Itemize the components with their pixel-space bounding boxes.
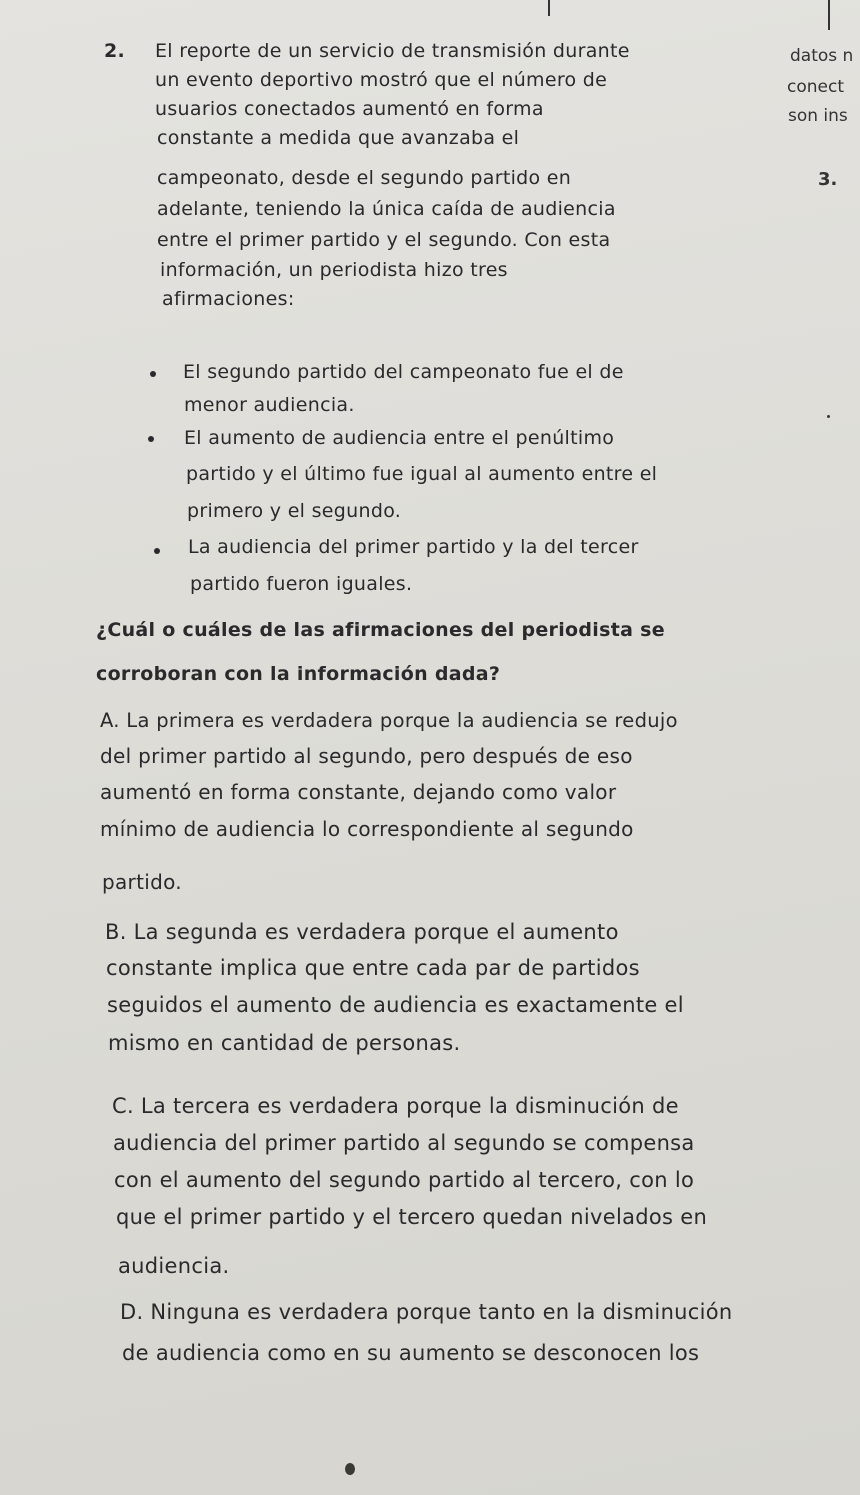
stem-line: El reporte de un servicio de transmisión durante — [155, 40, 630, 62]
pen-mark — [548, 0, 550, 16]
statement-line: El segundo partido del campeonato fue el de — [183, 361, 624, 383]
stem-line: constante a medida que avanzaba el — [157, 127, 520, 149]
option-c-line: que el primer partido y el tercero quedan nivelados en — [116, 1205, 708, 1229]
stem-line: usuarios conectados aumentó en forma — [155, 98, 544, 120]
stem-line: entre el primer partido y el segundo. Con esta — [157, 229, 611, 251]
side-column-line: datos n — [790, 46, 854, 66]
option-a-line: del primer partido al segundo, pero después de eso — [100, 744, 633, 768]
statement-line: partido y el último fue igual al aumento entre el — [186, 463, 658, 485]
statement-line: primero y el segundo. — [187, 500, 402, 522]
option-b-line: B. La segunda es verdadera porque el aumento — [105, 920, 619, 944]
statement-line: partido fueron iguales. — [190, 573, 413, 595]
option-b-line: seguidos el aumento de audiencia es exactamente el — [107, 993, 684, 1017]
option-c-line: audiencia del primer partido al segundo se compensa — [113, 1131, 695, 1155]
stem-line: información, un periodista hizo tres — [160, 259, 508, 281]
option-a-line: mínimo de audiencia lo correspondiente al segundo — [100, 817, 634, 841]
statement-line: El aumento de audiencia entre el penúltimo — [184, 427, 615, 449]
option-c-line: audiencia. — [118, 1254, 230, 1278]
side-column-line: conect — [787, 77, 844, 97]
stem-line: afirmaciones: — [162, 288, 295, 310]
statement-line: La audiencia del primer partido y la del tercer — [188, 536, 639, 558]
option-d-line: de audiencia como en su aumento se desconocen los — [122, 1341, 700, 1365]
question-number: 2. — [104, 40, 126, 62]
option-c-line: C. La tercera es verdadera porque la disminución de — [112, 1094, 679, 1118]
statement-line: menor audiencia. — [184, 394, 355, 416]
option-d-line: D. Ninguna es verdadera porque tanto en la disminución — [120, 1300, 733, 1324]
stem-line: un evento deportivo mostró que el número de — [155, 69, 608, 91]
option-a-line: partido. — [102, 870, 182, 894]
paper-speck — [345, 1463, 355, 1475]
question-prompt: corroboran con la información dada? — [96, 663, 501, 685]
pen-mark — [828, 0, 830, 30]
question-prompt: ¿Cuál o cuáles de las afirmaciones del periodista se — [96, 619, 665, 641]
bullet-dot — [154, 548, 160, 554]
option-b-line: constante implica que entre cada par de partidos — [106, 956, 640, 980]
bullet-dot — [150, 371, 156, 377]
option-a-line: A. La primera es verdadera porque la audiencia se redujo — [100, 709, 678, 732]
stem-line: adelante, teniendo la única caída de audiencia — [157, 198, 616, 220]
stem-line: campeonato, desde el segundo partido en — [157, 167, 572, 189]
paper-speck — [827, 415, 830, 418]
option-a-line: aumentó en forma constante, dejando como valor — [100, 780, 617, 804]
side-column-line: son ins — [788, 106, 848, 126]
bullet-dot — [148, 436, 154, 442]
option-c-line: con el aumento del segundo partido al tercero, con lo — [114, 1168, 695, 1192]
next-question-number: 3. — [818, 169, 838, 190]
option-b-line: mismo en cantidad de personas. — [108, 1031, 461, 1055]
